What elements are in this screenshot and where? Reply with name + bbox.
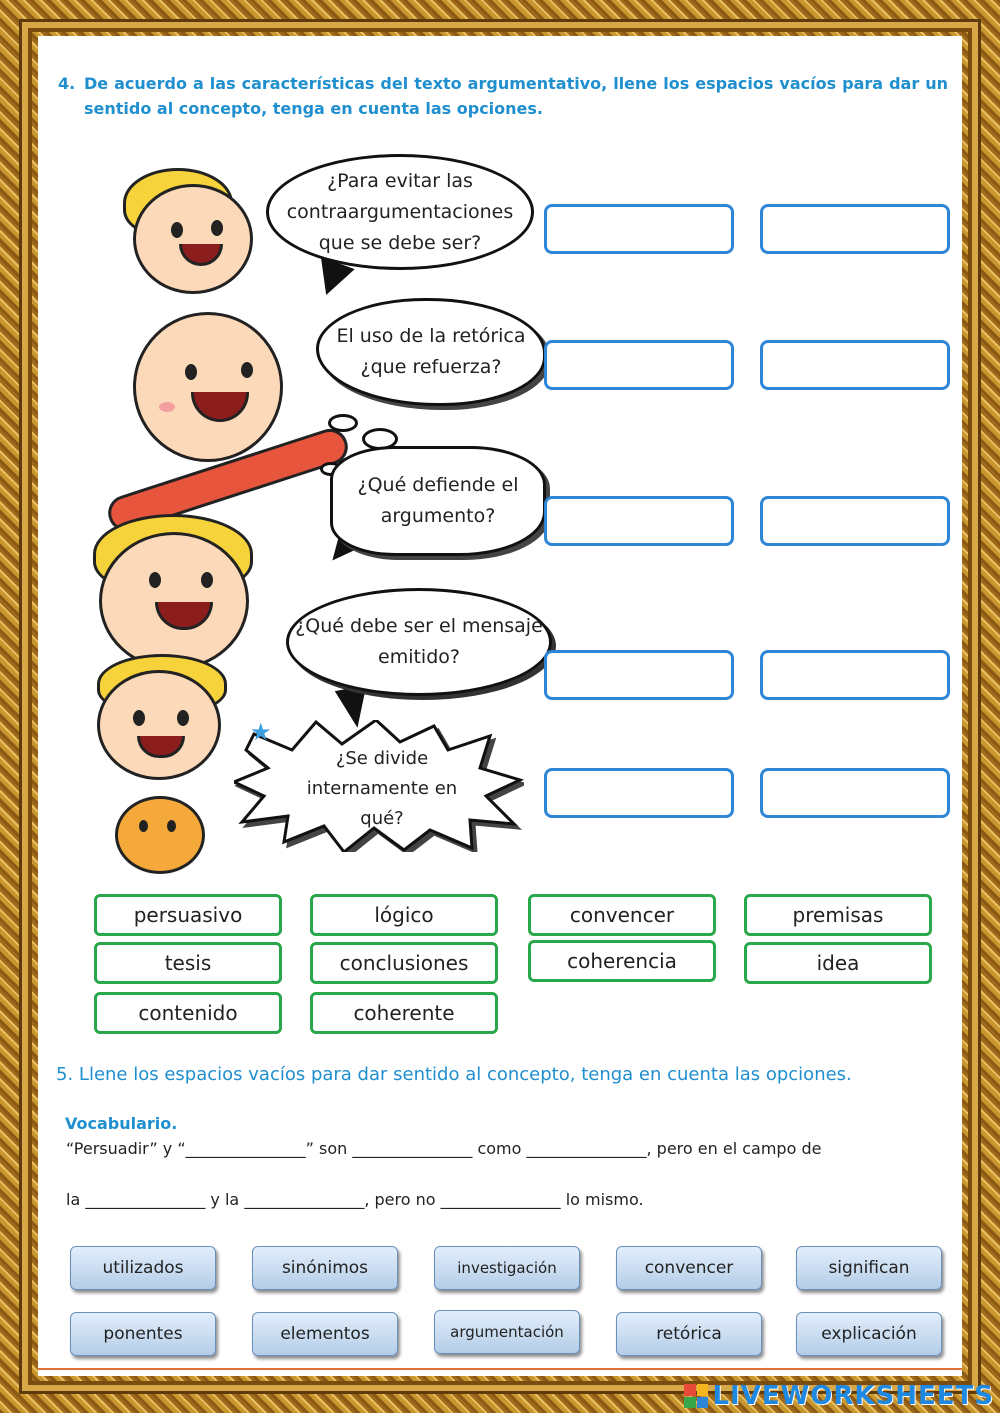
face-shape (97, 670, 221, 780)
answer-box-5a[interactable] (544, 768, 734, 818)
option-coherencia[interactable]: coherencia (528, 940, 716, 982)
logo-mark-icon (684, 1384, 708, 1408)
bottom-divider (38, 1368, 962, 1370)
option-convencer[interactable]: convencer (528, 894, 716, 936)
eye-shape (211, 220, 223, 236)
bubble-5: ¿Se divide internamente en qué? (306, 748, 458, 829)
eye-shape (133, 710, 145, 726)
option-convencer-2[interactable]: convencer (616, 1246, 762, 1290)
eye-shape (185, 364, 197, 380)
eye-shape (177, 710, 189, 726)
option-utilizados[interactable]: utilizados (70, 1246, 216, 1290)
answer-box-2b[interactable] (760, 340, 950, 390)
eye-shape (171, 222, 183, 238)
bubble-2: El uso de la retórica ¿que refuerza? (316, 298, 546, 406)
bubble-3: ¿Qué defiende el argumento? (330, 446, 546, 556)
cheek-shape (159, 402, 175, 412)
question-5-text: Llene los espacios vacíos para dar sentido al concepto, tenga en cuenta las opciones. (78, 1064, 852, 1085)
option-tesis[interactable]: tesis (94, 942, 282, 984)
vocabulary-line-1[interactable]: “Persuadir” y “_______________” son _______________ como _______________, pero en el campo de (66, 1139, 822, 1158)
eye-shape (139, 820, 148, 832)
option-contenido[interactable]: contenido (94, 992, 282, 1034)
answer-box-4a[interactable] (544, 650, 734, 700)
face-shape (133, 184, 253, 294)
worksheet-page (38, 36, 962, 1376)
eye-shape (149, 572, 161, 588)
star-icon: ★ (250, 718, 272, 746)
liveworksheets-logo (684, 1381, 994, 1411)
question-5-title (56, 1062, 852, 1087)
option-retorica[interactable]: retórica (616, 1312, 762, 1356)
logo-text: LIVEWORKSHEETS (712, 1381, 994, 1411)
option-premisas[interactable]: premisas (744, 894, 932, 936)
option-idea[interactable]: idea (744, 942, 932, 984)
question-4-text: De acuerdo a las características del texto argumentativo, llene los espacios vacíos para dar un sentido al concepto, tenga en cuenta las opciones. (84, 74, 948, 118)
eye-shape (241, 362, 253, 378)
answer-box-5b[interactable] (760, 768, 950, 818)
option-logico[interactable]: lógico (310, 894, 498, 936)
option-sinonimos[interactable]: sinónimos (252, 1246, 398, 1290)
face-shape (133, 312, 283, 462)
question-4-title (58, 71, 948, 121)
question-5-number: 5. (56, 1064, 74, 1085)
thought-circle (328, 414, 358, 432)
bubble-4: ¿Qué debe ser el mensaje emitido? (286, 588, 552, 696)
option-argumentacion[interactable]: argumentación (434, 1310, 580, 1354)
option-persuasivo[interactable]: persuasivo (94, 894, 282, 936)
option-conclusiones[interactable]: conclusiones (310, 942, 498, 984)
bubble-1: ¿Para evitar las contraargumentaciones que se debe ser? (266, 154, 534, 270)
answer-box-3a[interactable] (544, 496, 734, 546)
bubble-5-burst (234, 720, 524, 852)
answer-box-4b[interactable] (760, 650, 950, 700)
answer-box-1b[interactable] (760, 204, 950, 254)
option-investigacion[interactable]: investigación (434, 1246, 580, 1290)
option-explicacion[interactable]: explicación (796, 1312, 942, 1356)
cat-face-shape (115, 796, 205, 874)
option-elementos[interactable]: elementos (252, 1312, 398, 1356)
answer-box-2a[interactable] (544, 340, 734, 390)
answer-box-1a[interactable] (544, 204, 734, 254)
option-significan[interactable]: significan (796, 1246, 942, 1290)
eye-shape (201, 572, 213, 588)
option-ponentes[interactable]: ponentes (70, 1312, 216, 1356)
face-shape (99, 532, 249, 670)
vocabulary-title: Vocabulario. (65, 1114, 178, 1133)
vocabulary-line-2[interactable]: la _______________ y la _______________, pero no _______________ lo mismo. (66, 1190, 644, 1209)
eye-shape (167, 820, 176, 832)
question-4-number: 4. (58, 74, 76, 93)
option-coherente[interactable]: coherente (310, 992, 498, 1034)
answer-box-3b[interactable] (760, 496, 950, 546)
